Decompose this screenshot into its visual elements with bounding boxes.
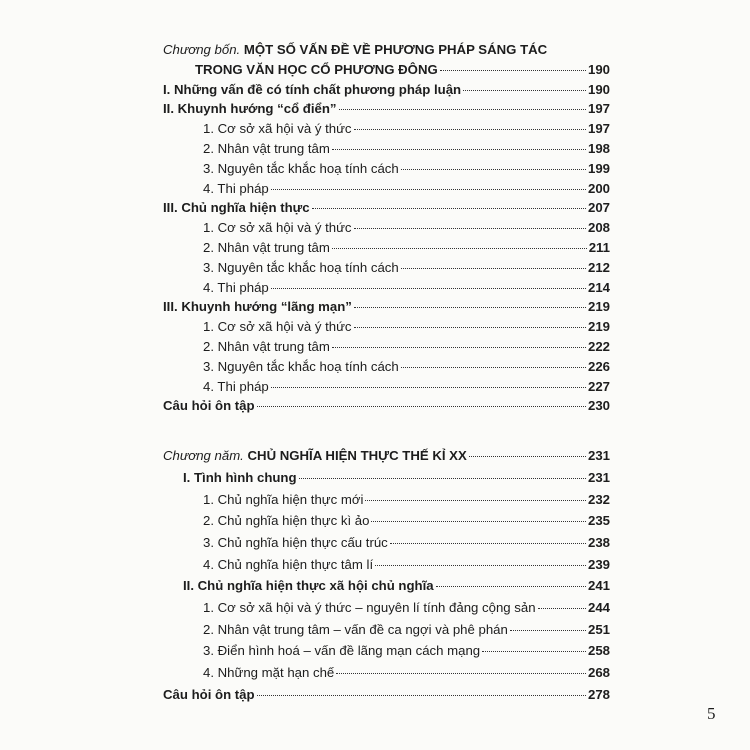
toc-item <box>163 280 610 300</box>
toc-section <box>163 398 610 418</box>
chapter-title-text: TRONG VĂN HỌC CỔ PHƯƠNG ĐÔNG <box>195 61 438 77</box>
toc-item <box>163 121 610 141</box>
entry-text: III. Khuynh hướng “lãng mạn” <box>163 299 352 315</box>
entry-text: 4. Chủ nghĩa hiện thực tâm lí <box>203 556 374 572</box>
entry-text: 4. Thi pháp <box>203 378 269 394</box>
toc-item <box>163 665 610 687</box>
entry-text: Câu hỏi ôn tập <box>163 686 255 702</box>
toc-item <box>163 260 610 280</box>
page-ref: 268 <box>587 665 610 681</box>
page-ref: 239 <box>587 556 610 572</box>
page-ref: 278 <box>587 686 610 702</box>
toc-item <box>163 600 610 622</box>
dot-leader <box>469 456 586 457</box>
entry-text: 3. Điển hình hoá – vấn đề lãng mạn cách mạng <box>203 643 481 659</box>
dot-leader <box>336 673 586 674</box>
entry-text: II. Chủ nghĩa hiện thực xã hội chủ nghĩa <box>183 578 434 594</box>
entry-text: 4. Thi pháp <box>203 279 269 295</box>
entry-text: 4. Những mặt hạn chế <box>203 665 335 681</box>
chapter-title <box>163 448 610 470</box>
dot-leader <box>463 90 586 91</box>
chapter-title-text: MỘT SỐ VẤN ĐỀ VỀ PHƯƠNG PHÁP SÁNG TÁC <box>243 42 548 57</box>
page-ref: 227 <box>587 378 610 394</box>
toc-item <box>163 240 610 260</box>
chapter-entries <box>163 470 610 709</box>
page-number: 5 <box>707 704 716 723</box>
dot-leader <box>332 248 587 249</box>
page-ref: 212 <box>587 259 610 275</box>
dot-leader <box>510 630 586 631</box>
page-ref: 235 <box>587 513 610 529</box>
dot-leader <box>365 500 586 501</box>
toc-item <box>163 141 610 161</box>
entry-text: 1. Cơ sở xã hội và ý thức – nguyên lí tính đảng cộng sản <box>203 599 536 615</box>
entry-text: 2. Nhân vật trung tâm <box>203 338 330 354</box>
page-ref: 230 <box>587 398 610 414</box>
toc-item <box>163 181 610 201</box>
toc-section <box>163 470 610 492</box>
toc-section <box>163 82 610 102</box>
dot-leader <box>436 586 586 587</box>
entry-text: 1. Cơ sở xã hội và ý thức <box>203 220 352 236</box>
toc-item <box>163 622 610 644</box>
entry-text: 2. Nhân vật trung tâm – vấn đề ca ngợi và phê phán <box>203 621 508 637</box>
entry-text: I. Tình hình chung <box>183 469 297 485</box>
dot-leader <box>371 521 586 522</box>
entry-text: 1. Cơ sở xã hội và ý thức <box>203 121 352 137</box>
page-ref: 258 <box>587 643 610 659</box>
entry-text: 4. Thi pháp <box>203 180 269 196</box>
page-ref: 232 <box>587 491 610 507</box>
toc-item <box>163 339 610 359</box>
dot-leader <box>354 129 586 130</box>
dot-leader <box>390 543 586 544</box>
page-ref: 197 <box>587 101 610 117</box>
entry-text: I. Những vấn đề có tính chất phương pháp luận <box>163 81 462 97</box>
page-ref: 244 <box>587 599 610 615</box>
entry-text: 2. Nhân vật trung tâm <box>203 239 330 255</box>
dot-leader <box>354 228 586 229</box>
chapter-four <box>163 42 610 418</box>
toc-section <box>163 101 610 121</box>
toc-section <box>163 578 610 600</box>
chapter-label: Chương năm. <box>163 448 244 464</box>
page-ref: 231 <box>587 469 610 485</box>
toc-item <box>163 643 610 665</box>
toc-section <box>163 200 610 220</box>
page-ref: 207 <box>587 200 610 216</box>
page-ref: 226 <box>587 358 610 374</box>
toc-item <box>163 557 610 579</box>
entry-text: 1. Chủ nghĩa hiện thực mới <box>203 491 364 507</box>
dot-leader <box>332 347 586 348</box>
entry-text: 1. Cơ sở xã hội và ý thức <box>203 319 352 335</box>
dot-leader <box>401 268 586 269</box>
toc-section <box>163 299 610 319</box>
dot-leader <box>257 406 586 407</box>
page-ref: 241 <box>587 578 610 594</box>
page-ref: 190 <box>587 81 610 97</box>
page-ref: 219 <box>587 319 610 335</box>
dot-leader <box>257 695 586 696</box>
toc-item <box>163 492 610 514</box>
entry-text: III. Chủ nghĩa hiện thực <box>163 200 310 216</box>
chapter-title-line2 <box>163 62 610 82</box>
page-ref: 199 <box>587 160 610 176</box>
entry-text: II. Khuynh hướng “cổ điển” <box>163 101 337 117</box>
toc-item <box>163 319 610 339</box>
entry-text: 3. Nguyên tắc khắc hoạ tính cách <box>203 259 399 275</box>
entry-text: Câu hỏi ôn tập <box>163 398 255 414</box>
chapter-title-text: CHỦ NGHĨA HIỆN THỰC THẾ KỈ XX <box>247 448 467 464</box>
page-ref: 190 <box>587 61 610 77</box>
page-ref: 231 <box>587 448 610 464</box>
dot-leader <box>299 478 586 479</box>
dot-leader <box>401 367 586 368</box>
page-ref: 238 <box>587 534 610 550</box>
page-ref: 198 <box>587 140 610 156</box>
entry-text: 2. Nhân vật trung tâm <box>203 140 330 156</box>
toc-item <box>163 161 610 181</box>
entry-text: 3. Nguyên tắc khắc hoạ tính cách <box>203 160 399 176</box>
dot-leader <box>271 387 586 388</box>
dot-leader <box>375 565 586 566</box>
chapter-five <box>163 448 610 708</box>
toc-item <box>163 220 610 240</box>
dot-leader <box>538 608 586 609</box>
dot-leader <box>332 149 586 150</box>
dot-leader <box>482 651 586 652</box>
dot-leader <box>354 307 586 308</box>
page-ref: 214 <box>587 279 610 295</box>
dot-leader <box>271 189 586 190</box>
table-of-contents <box>163 42 610 738</box>
page-ref: 211 <box>588 239 610 255</box>
page-ref: 251 <box>587 621 610 637</box>
dot-leader <box>401 169 586 170</box>
toc-item <box>163 513 610 535</box>
toc-item <box>163 379 610 399</box>
chapter-label: Chương bốn. <box>163 42 241 57</box>
page-ref: 200 <box>587 180 610 196</box>
toc-item <box>163 535 610 557</box>
page-ref: 222 <box>587 338 610 354</box>
page-ref: 219 <box>587 299 610 315</box>
dot-leader <box>339 109 586 110</box>
entry-text: 2. Chủ nghĩa hiện thực kì ảo <box>203 513 370 529</box>
dot-leader <box>312 208 586 209</box>
chapter-title <box>163 42 610 62</box>
chapter-entries <box>163 82 610 419</box>
dot-leader <box>271 288 586 289</box>
toc-item <box>163 359 610 379</box>
dot-leader <box>440 70 586 71</box>
toc-section <box>163 687 610 709</box>
page-ref: 197 <box>587 121 610 137</box>
page-ref: 208 <box>587 220 610 236</box>
dot-leader <box>354 327 586 328</box>
entry-text: 3. Chủ nghĩa hiện thực cấu trúc <box>203 534 388 550</box>
entry-text: 3. Nguyên tắc khắc hoạ tính cách <box>203 358 399 374</box>
